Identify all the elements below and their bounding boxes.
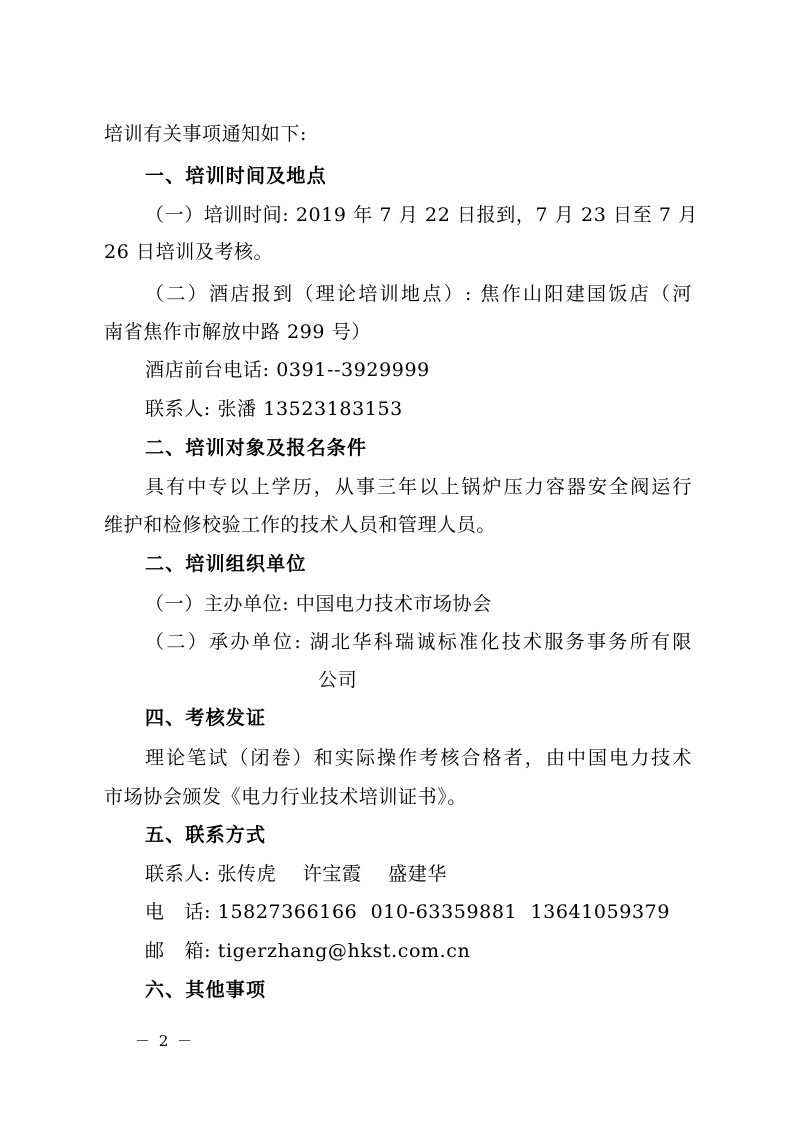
contact-persons: 联系人: 张传虎 许宝霞 盛建华 xyxy=(145,863,447,885)
host-unit: （一）主办单位: 中国电力技术市场协会 xyxy=(145,593,492,615)
section6-heading: 六、其他事项 xyxy=(145,979,267,1001)
training-time-line1: （一）培训时间: 2019 年 7 月 22 日报到，7 月 23 日至 7 月 xyxy=(145,204,698,226)
hotel-checkin-line2: 南省焦作市解放中路 299 号） xyxy=(104,321,371,343)
organizer-unit-line1: （二）承办单位: 湖北华科瑞诚标准化技术服务事务所有限 xyxy=(145,631,692,653)
certification-line2: 市场协会颁发《电力行业技术培训证书》。 xyxy=(104,786,467,808)
section2-heading: 二、培训对象及报名条件 xyxy=(145,437,368,459)
eligibility-line2: 维护和检修校验工作的技术人员和管理人员。 xyxy=(104,514,497,536)
certification-line1: 理论笔试（闭卷）和实际操作考核合格者，由中国电力技术 xyxy=(145,747,692,769)
intro-text: 培训有关事项通知如下: xyxy=(104,123,308,145)
section1-heading: 一、培训时间及地点 xyxy=(145,165,327,187)
hotel-checkin-line1: （二）酒店报到（理论培训地点）: 焦作山阳建国饭店（河 xyxy=(145,283,692,305)
section5-heading: 五、联系方式 xyxy=(145,824,267,846)
section4-heading: 四、考核发证 xyxy=(145,707,267,729)
section3-heading: 二、培训组织单位 xyxy=(145,553,307,575)
hotel-contact: 联系人: 张潘 13523183153 xyxy=(145,398,403,420)
hotel-phone: 酒店前台电话: 0391--3929999 xyxy=(145,359,430,381)
training-time-line2: 26 日培训及考核。 xyxy=(104,241,274,263)
contact-email: 邮 箱: tigerzhang@hkst.com.cn xyxy=(145,940,471,962)
page-number: － 2 － xyxy=(135,1032,195,1050)
contact-phones: 电 话: 15827366166 010-63359881 13641059379 xyxy=(145,901,671,923)
eligibility-line1: 具有中专以上学历，从事三年以上锅炉压力容器安全阀运行 xyxy=(145,476,692,498)
organizer-unit-line2: 公司 xyxy=(318,669,358,691)
